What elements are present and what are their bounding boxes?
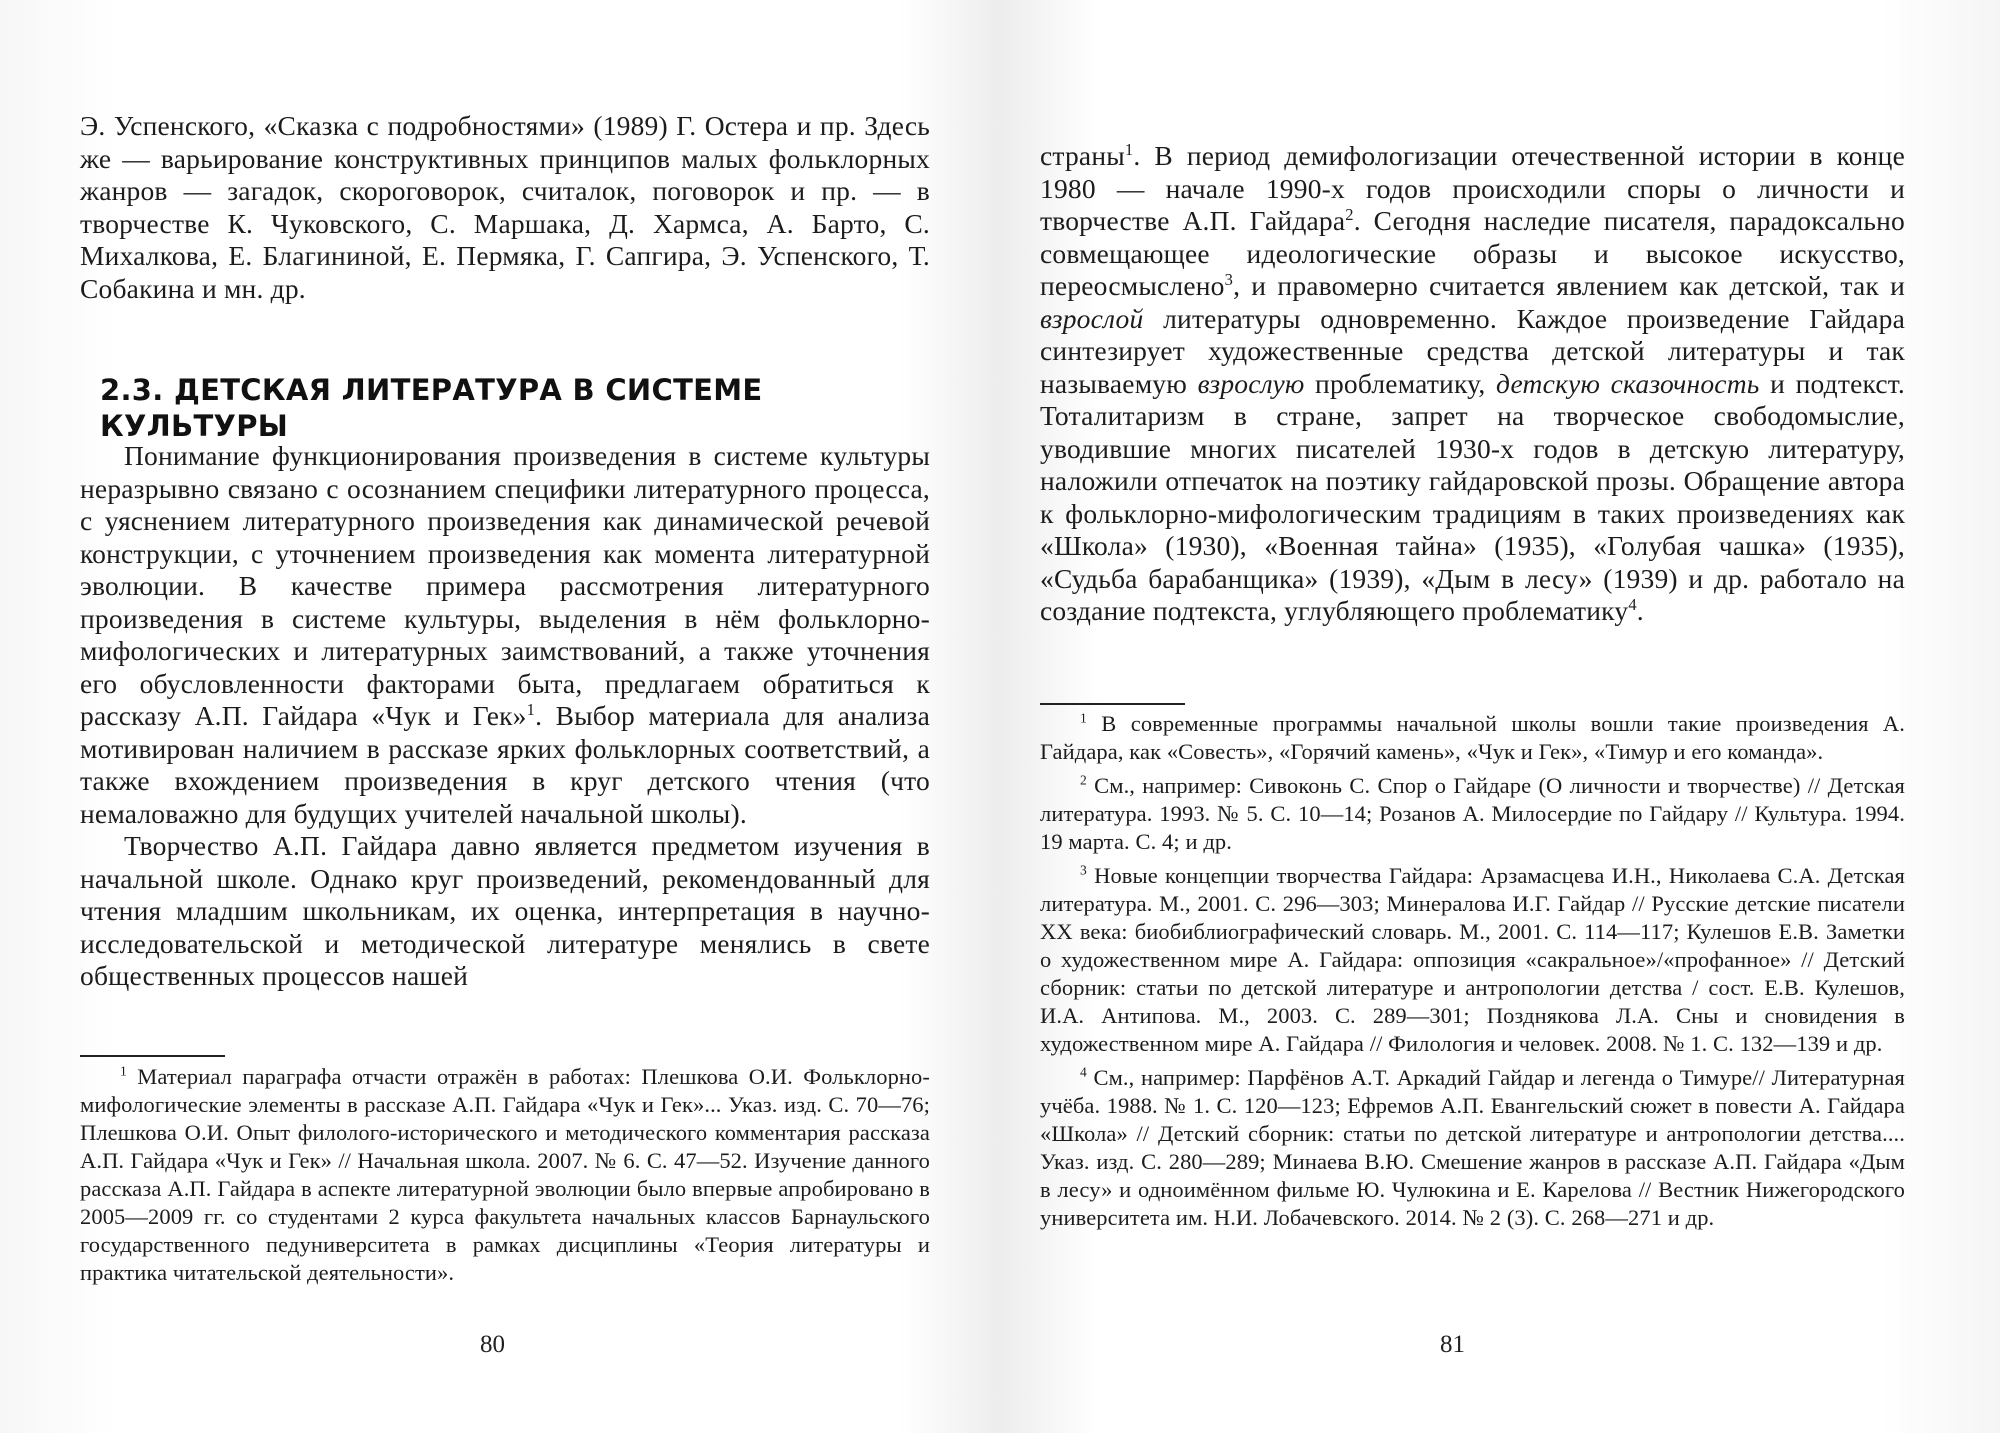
- right-footnote-1: [1040, 710, 1905, 766]
- right-page: [1040, 0, 1905, 1433]
- right-text-segment: . В период демифологизации отечественной истории в конце 1980 — начале 1990-х годов происходили споры о личности и творчестве А.П. Гайдара: [1040, 140, 1905, 236]
- italic-phrase: взрослую: [1197, 367, 1305, 399]
- left-intro-paragraph: Э. Успенского, «Сказка с подробностями» (1989) Г. Остера и пр. Здесь же — варьирование конструктивных принципов малых фольклорных жанров — загадок, скороговорок, считалок, поговорок и пр. — в творчестве К. Чуковского, С. Маршака, Д. Хармса, А. Барто, С. Михалкова, Е. Благининой, Е. Пермяка, Г. Сапгира, Э. Успенского, Т. Собакина и мн. др.: [80, 110, 930, 304]
- footnote-marker: 2: [1080, 772, 1087, 788]
- right-footnote-3: [1040, 862, 1905, 1058]
- right-text-segment: литературы одновременно. Каждое произведение Гайдара синтезирует художественные средства детской литературы и так называемую: [1040, 302, 1905, 399]
- left-main-block: [80, 440, 930, 993]
- left-footnote-rule: [80, 1055, 225, 1057]
- footnote-reference-3: 3: [1224, 269, 1234, 289]
- right-footnotes: [1040, 710, 1905, 1232]
- footnote-marker: 1: [1080, 710, 1087, 726]
- footnote-marker: 1: [120, 1063, 127, 1079]
- left-page: [80, 0, 930, 1433]
- right-text-segment: , и правомерно считается явлением как детской, так и: [1233, 270, 1905, 301]
- right-paragraph: [1040, 140, 1905, 628]
- italic-phrase: взрослой: [1040, 302, 1144, 334]
- left-intro-block: [80, 110, 930, 305]
- right-text-segment: страны: [1040, 140, 1125, 171]
- italic-phrase: детскую сказочность: [1496, 367, 1760, 399]
- right-text-segment: .: [1636, 595, 1644, 626]
- footnote-reference-4: 4: [1628, 594, 1637, 614]
- page-number-right: 81: [1440, 1331, 1465, 1358]
- left-footnote: [80, 1063, 930, 1287]
- right-footnote-4: [1040, 1064, 1905, 1232]
- left-paragraph-2: Творчество А.П. Гайдара давно является предметом изучения в начальной школе. Однако круг произведений, рекомендованный для чтения младшим школьникам, их оценка, интерпретация в научно-исследовательской и методической литературе менялись в свете общественных процессов нашей: [80, 830, 930, 991]
- left-paragraph-1-part1: Понимание функционирования произведения в системе культуры неразрывно связано с осознанием специфики литературного процесса, с уяснением литературного произведения как динамической речевой конструкции, с уточнением произведения как момента литературной эволюции. В качестве примера рассмотрения литературного произведения в системе культуры, выделения в нём фольклорно-мифологических и литературных заимствований, а также уточнения его обусловленности факторами быта, предлагаем обратиться к рассказу А.П. Гайдара «Чук и Гек»: [80, 440, 930, 731]
- left-footnotes: [80, 1063, 930, 1287]
- right-footnote-rule: [1040, 703, 1185, 705]
- right-text-segment: и подтекст. Тоталитаризм в стране, запрет на творческое свободомыслие, уводившие многих писателей 1930-х годов в детскую литературу, наложили отпечаток на поэтику гайдаровской прозы. Обращение автора к фольклорно-мифологическим традициям в таких произведениях как «Школа» (1930), «Военная тайна» (1935), «Голубая чашка» (1935), «Судьба барабанщика» (1939), «Дым в лесу» (1939) и др. работало на создание подтекста, углубляющего проблематику: [1040, 367, 1905, 626]
- right-text-segment: . Сегодня наследие писателя, парадоксально совмещающее идеологические образы и высокое искусство, переосмыслено: [1040, 205, 1905, 301]
- left-paragraph-1: [80, 440, 930, 830]
- footnote-reference-2: 2: [1345, 204, 1354, 224]
- footnote-text: Новые концепции творчества Гайдара: Арзамасцева И.Н., Николаева С.А. Детская литература. М., 2001. С. 296—303; Минералова И.Г. Гайдар // Русские детские писатели XX века: биобиблиографический словарь. М., 2001. С. 114—117; Кулешов Е.В. Заметки о художественном мире А. Гайдара: оппозиция «сакральное»/«профанное» // Детский сборник: статьи по детской литературе и антропологии детства / сост. Е.В. Кулешов, И.А. Антипова. М., 2003. С. 289—301; Позднякова Л.А. Сны и сновидения в художественном мире А. Гайдара // Филология и человек. 2008. № 1. С. 132—139 и др.: [1040, 863, 1905, 1056]
- footnote-text: См., например: Сивоконь С. Спор о Гайдаре (О личности и творчестве) // Детская литература. 1993. № 5. С. 10—14; Розанов А. Милосердие по Гайдару // Культура. 1994. 19 марта. С. 4; и др.: [1040, 773, 1905, 854]
- footnote-text: Материал параграфа отчасти отражён в работах: Плешкова О.И. Фольклорно-мифологические элементы в рассказе А.П. Гайдара «Чук и Гек»... Указ. изд. С. 70—76; Плешкова О.И. Опыт филолого-исторического и методического комментария рассказа А.П. Гайдара «Чук и Гек» // Начальная школа. 2007. № 6. С. 47—52. Изучение данного рассказа А.П. Гайдара в аспекте литературной эволюции было впервые апробировано в 2005—2009 гг. со студентами 2 курса факультета начальных классов Барнаульского государственного педуниверситета в рамках дисциплины «Теория литературы и практика читательской деятельности».: [80, 1064, 930, 1285]
- left-paragraph-1-part2: . Выбор материала для анализа мотивирован наличием в рассказе ярких фольклорных соответствий, а также вхождением произведения в круг детского чтения (что немаловажно для будущих учителей начальной школы).: [80, 700, 930, 829]
- right-main-block: [1040, 140, 1905, 628]
- footnote-marker: 3: [1080, 862, 1087, 878]
- footnote-reference-1: 1: [1124, 139, 1134, 159]
- footnote-reference-1: 1: [526, 699, 536, 719]
- footnote-text: В современные программы начальной школы вошли такие произведения А. Гайдара, как «Совесть», «Горячий камень», «Чук и Гек», «Тимур и его команда».: [1040, 711, 1905, 764]
- page-number-left: 80: [480, 1331, 505, 1358]
- footnote-text: См., например: Парфёнов А.Т. Аркадий Гайдар и легенда о Тимуре// Литературная учёба. 1988. № 1. С. 120—123; Ефремов А.П. Евангельский сюжет в повести А. Гайдара «Школа» // Детский сборник: статьи по детской литературе и антропологии детства.... Указ. изд. С. 280—289; Минаева В.Ю. Смешение жанров в рассказе А.П. Гайдара «Дым в лесу» и одноимённом фильме Ю. Чулюкина и Е. Карелова // Вестник Нижегородского университета им. Н.И. Лобачевского. 2014. № 2 (3). С. 268—271 и др.: [1040, 1065, 1905, 1230]
- right-text-segment: проблематику,: [1304, 367, 1497, 399]
- right-footnote-2: [1040, 772, 1905, 856]
- footnote-marker: 4: [1080, 1064, 1087, 1080]
- section-heading: 2.3. ДЕТСКАЯ ЛИТЕРАТУРА В СИСТЕМЕ КУЛЬТУРЫ: [100, 373, 763, 443]
